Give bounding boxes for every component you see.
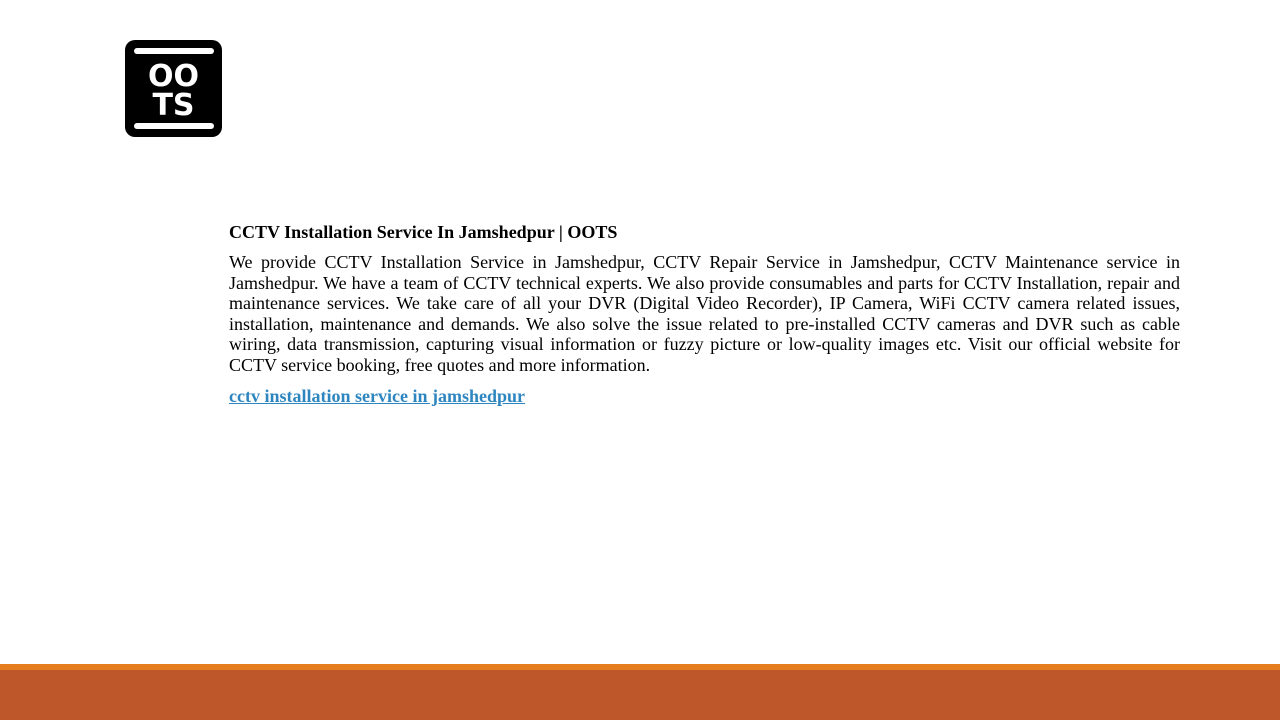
oots-logo-icon bbox=[125, 40, 222, 137]
service-link[interactable]: cctv installation service in jamshedpur bbox=[229, 385, 525, 406]
logo-text-bottom: TS bbox=[152, 88, 195, 123]
footer-bar bbox=[0, 670, 1280, 720]
page-title: CCTV Installation Service In Jamshedpur | OOTS bbox=[229, 222, 618, 242]
logo-text-top: OO bbox=[147, 59, 200, 94]
oots-logo-graphic bbox=[125, 40, 222, 137]
description-paragraph: We provide CCTV Installation Service in Jamshedpur, CCTV Repair Service in Jamshedpur, CCTV Maintenance service in Jamshedpur. We have a team of CCTV technical experts. We also provide consumables and parts for CCTV Installation, repair and maintenance services. We take care of all your DVR (Digital Video Recorder), IP Camera, WiFi CCTV camera related issues, installation, maintenance and demands. We also solve the issue related to pre-installed CCTV cameras and DVR such as cable wiring, data transmission, capturing visual information or fuzzy picture or low-quality images etc. Visit our official website for CCTV service booking, free quotes and more information. bbox=[229, 252, 1180, 375]
content-block bbox=[229, 220, 1180, 408]
